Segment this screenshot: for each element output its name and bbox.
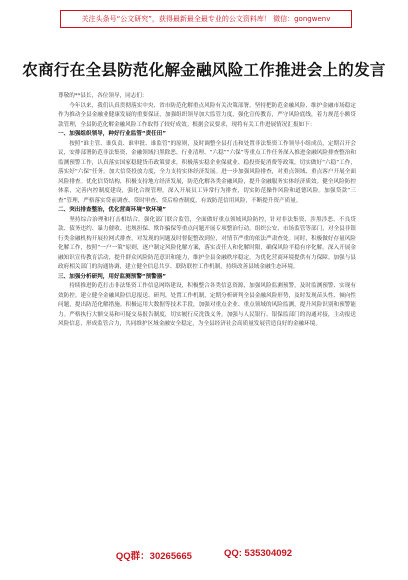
section-1-heading: 一、加强组织领导，种好行业监管“责任田” [58,131,167,137]
document-title: 农商行在全县防范化解金融风险工作推进会上的发言 [22,61,386,79]
promo-banner-text: 关注头条号“公文研究”，获得最新最全最专业的公文资料库！ 微信：gongwenv [81,15,331,23]
document-body [58,92,356,532]
qq-group-label: QQ群：30265665 [115,551,192,562]
section-3-body: 持续推进防范打击非法集资工作信息网络建设，积极整合各类信息资源，加强风险监测预警，及时监测预警、实现有效防控。建立健全金融风险信息报送、研判、处置工作机制，定期分析研判全县金融风险形势，及时发现苗头性、倾向性问题，提出防范化解措施。积极运用大数据等技术手段，加强对重点企业、重点领域的风险监测，提升风险识别和预警能力。严格执行大额交易和可疑交易报告制度，切实履行反洗钱义务。加强与人民银行、银保监部门的沟通对接，主动报送风险信息，形成监管合力，共同维护区域金融安全稳定，为全县经济社会高质量发展营造良好的金融环境。 [58,283,356,327]
footer-contacts [0,548,408,562]
qq-number-label: QQ: 535304092 [223,548,293,559]
section-3-heading: 三、加强分析研判，用好监测预警“预警器” [58,273,167,280]
section-2-heading: 二、突出排查整治，优化营商环境“软环境” [58,207,167,213]
salutation: 尊敬的**县长，各位领导，同志们： [58,93,148,99]
promo-banner [60,10,352,28]
section-2-body: 坚持综合治理和打击相结合，强化部门联合监管，全面做好重点领域风险防控，针对非法集资、涉黑涉恶、不良贷款、债务违约、暴力催收、违规担保、欺诈骗保等重点问题开展专项整治行动。组织公安、市场监管等部门，对全县非银行类金融机构开展拉网式排查，对发现的问题及时督促整改到位，对情节严重的依法严肃查处。同时，积极做好存量风险化解工作，按照“一户一策”原则，逐户制定风险化解方案，落实责任人和化解时限，确保风险平稳有序化解。深入开展金融知识宣传教育活动，提升群众风险防范意识和能力，维护全县金融秩序稳定，为优化营商环境提供有力保障。加强与县政府相关部门的沟通协调，建立健全信息共享、联防联控工作机制，持续改善县域金融生态环境。 [58,216,356,270]
intro-paragraph: 今年以来，我们认真贯彻落实中央、省市防范化解重点风险有关决策部署，坚持把防范金融风险、维护金融市场稳定作为推动全县金融业健康发展的重要保证，加强组织领导加大监管力度，强化宣传教育，严守风险底线，着力规范小额贷款管理，全县防范化解金融风险工作取得了较好成效。根据会议要求，现将有关工作进展情况汇报如下： [58,102,356,128]
section-1-body: 按照“谁主管、谁负责、谁审批、谁监管”的原则，及时调整全县打击和处置非法集资工作领导小组成员，定期召开会议，安排部署防范非法集资、金融领域扫黑除恶、行业清理、“六稳”“六保”等重点工作任务深入推进金融风险排查整治和监测预警工作，认真落实国家稳健货币政策要求，积极落实稳企业保就业、稳投资促消费等政策，切实做好“六稳”工作，落实好“六保”任务。加大信贷投放力度，全力支持实体经济发展。进一步加强风险排查，对重点领域、重点客户开展全面风险排查。优化信贷结构，积极支持地方经济发展，防范化解各类金融风险，提升金融服务实体经济质效。健全风险防控体系，完善内控制度建设，强化合规管理，深入开展员工异常行为排查，切实防范操作风险和道德风险。加强贷款“三查”管理，严格落实贷前调查、贷时审查、贷后检查制度，有效防范信用风险，不断提升资产质量。 [58,140,356,204]
